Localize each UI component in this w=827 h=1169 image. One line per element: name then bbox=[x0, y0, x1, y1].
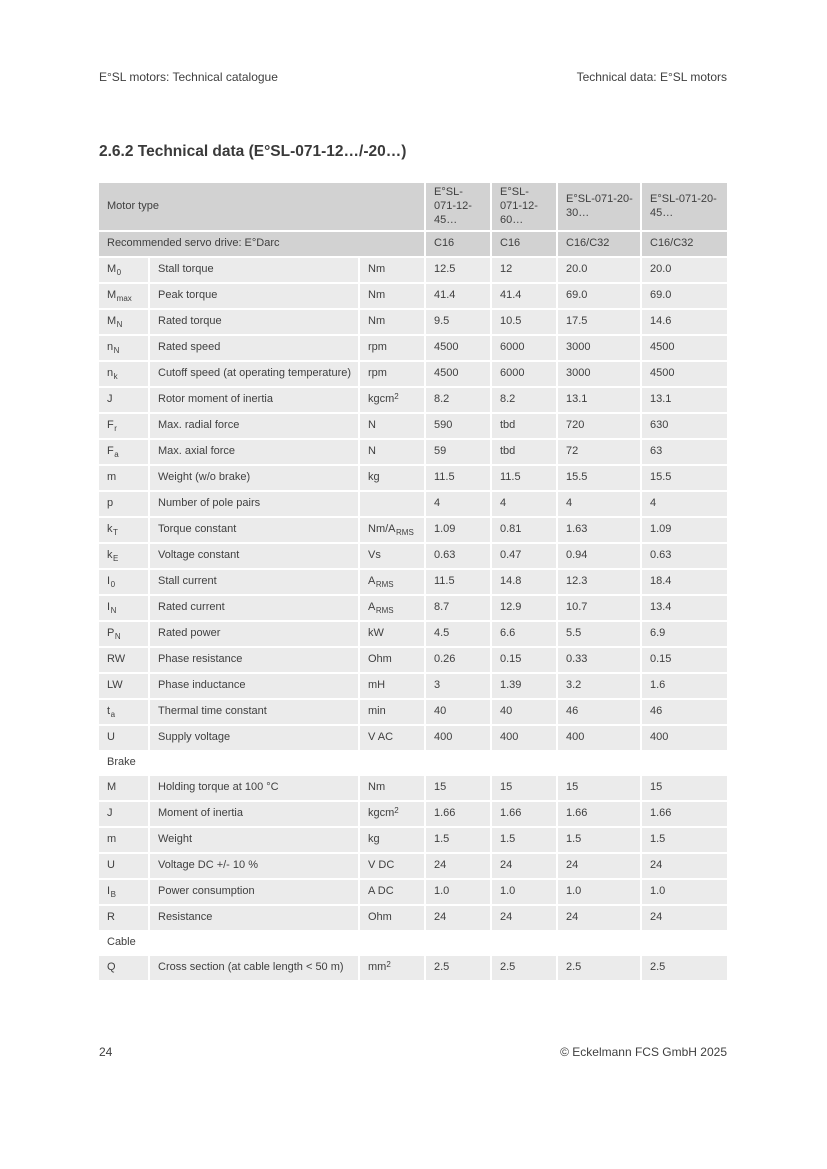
parameter-label-cell: Max. axial force bbox=[150, 440, 358, 464]
value-cell: 0.26 bbox=[426, 648, 490, 672]
copyright-notice: © Eckelmann FCS GmbH 2025 bbox=[560, 1045, 727, 1059]
value-cell: 630 bbox=[642, 414, 727, 438]
value-cell: 3000 bbox=[558, 362, 640, 386]
value-cell: 0.15 bbox=[642, 648, 727, 672]
value-cell: 2.5 bbox=[558, 956, 640, 980]
value-cell: 72 bbox=[558, 440, 640, 464]
spec-row bbox=[99, 310, 727, 334]
value-cell: 15 bbox=[642, 776, 727, 800]
symbol-cell: RW bbox=[99, 648, 148, 672]
value-cell: 6000 bbox=[492, 336, 556, 360]
symbol-cell: m bbox=[99, 828, 148, 852]
symbol-cell: t $_a$ bbox=[99, 700, 148, 724]
spec-row bbox=[99, 440, 727, 464]
unit-cell: Nm bbox=[360, 776, 424, 800]
value-cell: 1.09 bbox=[426, 518, 490, 542]
symbol-cell: Q bbox=[99, 956, 148, 980]
unit-cell: Vs bbox=[360, 544, 424, 568]
spec-row bbox=[99, 880, 727, 904]
value-cell: 2.5 bbox=[642, 956, 727, 980]
value-cell: 0.63 bbox=[642, 544, 727, 568]
parameter-label-cell: Torque constant bbox=[150, 518, 358, 542]
parameter-label-cell: Holding torque at 100 °C bbox=[150, 776, 358, 800]
parameter-label-cell: Resistance bbox=[150, 906, 358, 930]
parameter-label-cell: Rotor moment of inertia bbox=[150, 388, 358, 412]
section-name-cell: Cable bbox=[107, 936, 136, 949]
symbol-cell: k $_E$ bbox=[99, 544, 148, 568]
value-cell: 1.39 bbox=[492, 674, 556, 698]
unit-cell: rpm bbox=[360, 362, 424, 386]
value-cell: 1.5 bbox=[492, 828, 556, 852]
value-cell: 6.6 bbox=[492, 622, 556, 646]
servo-drive-row bbox=[99, 232, 727, 256]
servo-drive-value-cell: C16/C32 bbox=[642, 232, 727, 256]
spec-row bbox=[99, 726, 727, 750]
value-cell: 1.66 bbox=[492, 802, 556, 826]
value-cell: 1.0 bbox=[642, 880, 727, 904]
parameter-label-cell: Max. radial force bbox=[150, 414, 358, 438]
symbol-cell: M $_{max}$ bbox=[99, 284, 148, 308]
value-cell: 3.2 bbox=[558, 674, 640, 698]
unit-cell: rpm bbox=[360, 336, 424, 360]
servo-drive-value-cell: C16/C32 bbox=[558, 232, 640, 256]
symbol-cell: J bbox=[99, 388, 148, 412]
parameter-label-cell: Supply voltage bbox=[150, 726, 358, 750]
value-cell: 0.94 bbox=[558, 544, 640, 568]
value-cell: 3000 bbox=[558, 336, 640, 360]
value-cell: 11.5 bbox=[492, 466, 556, 490]
value-cell: 11.5 bbox=[426, 570, 490, 594]
motor-column-header-cell: E°SL-071-12-60… bbox=[492, 183, 556, 230]
parameter-label-cell: Weight bbox=[150, 828, 358, 852]
spec-row bbox=[99, 956, 727, 980]
value-cell: 0.15 bbox=[492, 648, 556, 672]
motor-column-header-cell: E°SL-071-20-45… bbox=[642, 183, 727, 230]
spec-row bbox=[99, 362, 727, 386]
spec-row bbox=[99, 544, 727, 568]
symbol-cell: R bbox=[99, 906, 148, 930]
value-cell: 400 bbox=[642, 726, 727, 750]
value-cell: 12.9 bbox=[492, 596, 556, 620]
parameter-label-cell: Cutoff speed (at operating temperature) bbox=[150, 362, 358, 386]
value-cell: 4 bbox=[558, 492, 640, 516]
symbol-cell: p bbox=[99, 492, 148, 516]
value-cell: 3 bbox=[426, 674, 490, 698]
value-cell: 46 bbox=[558, 700, 640, 724]
value-cell: 4 bbox=[426, 492, 490, 516]
running-header-right: Technical data: E°SL motors bbox=[576, 70, 727, 84]
value-cell: 0.47 bbox=[492, 544, 556, 568]
value-cell: 1.5 bbox=[642, 828, 727, 852]
parameter-label-cell: Weight (w/o brake) bbox=[150, 466, 358, 490]
value-cell: 1.0 bbox=[426, 880, 490, 904]
servo-drive-value-cell: C16 bbox=[426, 232, 490, 256]
parameter-label-cell: Phase inductance bbox=[150, 674, 358, 698]
technical-data-table bbox=[99, 183, 727, 982]
symbol-cell: M $_N$ bbox=[99, 310, 148, 334]
spec-row bbox=[99, 906, 727, 930]
unit-cell: Nm bbox=[360, 258, 424, 282]
value-cell: 0.33 bbox=[558, 648, 640, 672]
symbol-cell: U bbox=[99, 854, 148, 878]
value-cell: 24 bbox=[558, 906, 640, 930]
motor-column-header-cell: E°SL-071-20-30… bbox=[558, 183, 640, 230]
parameter-label-cell: Voltage constant bbox=[150, 544, 358, 568]
parameter-label-cell: Number of pole pairs bbox=[150, 492, 358, 516]
parameter-label-cell: Phase resistance bbox=[150, 648, 358, 672]
value-cell: 10.7 bbox=[558, 596, 640, 620]
value-cell: 24 bbox=[426, 906, 490, 930]
symbol-cell: I $_N$ bbox=[99, 596, 148, 620]
parameter-label-cell: Rated torque bbox=[150, 310, 358, 334]
unit-cell: Nm/A $_{RMS}$ bbox=[360, 518, 424, 542]
value-cell: 24 bbox=[642, 906, 727, 930]
value-cell: 5.5 bbox=[558, 622, 640, 646]
value-cell: 1.0 bbox=[558, 880, 640, 904]
value-cell: 8.7 bbox=[426, 596, 490, 620]
unit-cell: A DC bbox=[360, 880, 424, 904]
parameter-label-cell: Rated speed bbox=[150, 336, 358, 360]
value-cell: 24 bbox=[492, 906, 556, 930]
unit-cell: mm $^2$ bbox=[360, 956, 424, 980]
value-cell: 1.5 bbox=[558, 828, 640, 852]
symbol-cell: F $_a$ bbox=[99, 440, 148, 464]
parameter-label-cell: Rated current bbox=[150, 596, 358, 620]
value-cell: 400 bbox=[558, 726, 640, 750]
value-cell: 4 bbox=[492, 492, 556, 516]
value-cell: 1.09 bbox=[642, 518, 727, 542]
spec-row bbox=[99, 674, 727, 698]
value-cell: 12.5 bbox=[426, 258, 490, 282]
value-cell: 69.0 bbox=[558, 284, 640, 308]
spec-row bbox=[99, 622, 727, 646]
value-cell: 13.1 bbox=[642, 388, 727, 412]
unit-cell: min bbox=[360, 700, 424, 724]
unit-cell: Ohm bbox=[360, 648, 424, 672]
unit-cell: A $_{RMS}$ bbox=[360, 570, 424, 594]
value-cell: 41.4 bbox=[492, 284, 556, 308]
value-cell: 40 bbox=[492, 700, 556, 724]
motor-column-header-cell: E°SL-071-12-45… bbox=[426, 183, 490, 230]
parameter-label-cell: Cross section (at cable length < 50 m) bbox=[150, 956, 358, 980]
value-cell: 18.4 bbox=[642, 570, 727, 594]
value-cell: tbd bbox=[492, 414, 556, 438]
parameter-label-cell: Stall current bbox=[150, 570, 358, 594]
spec-row bbox=[99, 284, 727, 308]
value-cell: 59 bbox=[426, 440, 490, 464]
value-cell: 13.1 bbox=[558, 388, 640, 412]
value-cell: 10.5 bbox=[492, 310, 556, 334]
spec-row bbox=[99, 802, 727, 826]
spec-row bbox=[99, 518, 727, 542]
unit-cell: Nm bbox=[360, 310, 424, 334]
parameter-label-cell: Moment of inertia bbox=[150, 802, 358, 826]
value-cell: 15 bbox=[492, 776, 556, 800]
symbol-cell: k $_T$ bbox=[99, 518, 148, 542]
value-cell: 1.66 bbox=[642, 802, 727, 826]
value-cell: 4 bbox=[642, 492, 727, 516]
section-title: 2.6.2 Technical data (E°SL-071-12…/-20…) bbox=[99, 143, 407, 160]
parameter-label-cell: Voltage DC +/- 10 % bbox=[150, 854, 358, 878]
value-cell: 14.8 bbox=[492, 570, 556, 594]
value-cell: 40 bbox=[426, 700, 490, 724]
value-cell: 24 bbox=[426, 854, 490, 878]
spec-row bbox=[99, 776, 727, 800]
value-cell: 4.5 bbox=[426, 622, 490, 646]
spec-row bbox=[99, 492, 727, 516]
page-number: 24 bbox=[99, 1045, 113, 1059]
value-cell: 720 bbox=[558, 414, 640, 438]
value-cell: 400 bbox=[426, 726, 490, 750]
value-cell: 1.66 bbox=[558, 802, 640, 826]
spec-row bbox=[99, 336, 727, 360]
motor-type-label-cell: Motor type bbox=[99, 183, 424, 230]
value-cell: 0.63 bbox=[426, 544, 490, 568]
value-cell: 41.4 bbox=[426, 284, 490, 308]
symbol-cell: P $_N$ bbox=[99, 622, 148, 646]
value-cell: 24 bbox=[642, 854, 727, 878]
symbol-cell: M $_0$ bbox=[99, 258, 148, 282]
parameter-label-cell: Rated power bbox=[150, 622, 358, 646]
symbol-cell: J bbox=[99, 802, 148, 826]
value-cell: 46 bbox=[642, 700, 727, 724]
spec-row bbox=[99, 828, 727, 852]
spec-row bbox=[99, 854, 727, 878]
spec-row bbox=[99, 258, 727, 282]
unit-cell: mH bbox=[360, 674, 424, 698]
value-cell: 2.5 bbox=[426, 956, 490, 980]
page-footer bbox=[99, 1045, 727, 1059]
symbol-cell: F $_r$ bbox=[99, 414, 148, 438]
value-cell: 11.5 bbox=[426, 466, 490, 490]
value-cell: 8.2 bbox=[426, 388, 490, 412]
value-cell: 20.0 bbox=[558, 258, 640, 282]
value-cell: 4500 bbox=[426, 336, 490, 360]
unit-cell: kgcm $^2$ bbox=[360, 388, 424, 412]
spec-row bbox=[99, 700, 727, 724]
value-cell: 1.63 bbox=[558, 518, 640, 542]
unit-cell: kW bbox=[360, 622, 424, 646]
value-cell: 1.0 bbox=[492, 880, 556, 904]
parameter-label-cell: Thermal time constant bbox=[150, 700, 358, 724]
value-cell: 13.4 bbox=[642, 596, 727, 620]
value-cell: 69.0 bbox=[642, 284, 727, 308]
page-header bbox=[99, 70, 727, 84]
value-cell: 8.2 bbox=[492, 388, 556, 412]
unit-cell: V AC bbox=[360, 726, 424, 750]
value-cell: 400 bbox=[492, 726, 556, 750]
parameter-label-cell: Peak torque bbox=[150, 284, 358, 308]
unit-cell: A $_{RMS}$ bbox=[360, 596, 424, 620]
section-header-row bbox=[99, 752, 727, 774]
value-cell: 1.66 bbox=[426, 802, 490, 826]
spec-row bbox=[99, 648, 727, 672]
spec-row bbox=[99, 466, 727, 490]
value-cell: 2.5 bbox=[492, 956, 556, 980]
section-header-row bbox=[99, 932, 727, 954]
servo-drive-label-cell: Recommended servo drive: E°Darc bbox=[99, 232, 424, 256]
motor-type-header-row bbox=[99, 183, 727, 230]
value-cell: 15.5 bbox=[642, 466, 727, 490]
value-cell: 17.5 bbox=[558, 310, 640, 334]
unit-cell: kg bbox=[360, 466, 424, 490]
symbol-cell: M bbox=[99, 776, 148, 800]
unit-cell: Ohm bbox=[360, 906, 424, 930]
symbol-cell: U bbox=[99, 726, 148, 750]
value-cell: 1.6 bbox=[642, 674, 727, 698]
running-header-left: E°SL motors: Technical catalogue bbox=[99, 70, 278, 84]
spec-row bbox=[99, 388, 727, 412]
value-cell: 4500 bbox=[642, 362, 727, 386]
unit-cell bbox=[360, 492, 424, 516]
value-cell: 15 bbox=[426, 776, 490, 800]
unit-cell: kgcm $^2$ bbox=[360, 802, 424, 826]
value-cell: 1.5 bbox=[426, 828, 490, 852]
spec-row bbox=[99, 570, 727, 594]
unit-cell: N bbox=[360, 440, 424, 464]
value-cell: 24 bbox=[558, 854, 640, 878]
value-cell: 0.81 bbox=[492, 518, 556, 542]
unit-cell: Nm bbox=[360, 284, 424, 308]
symbol-cell: m bbox=[99, 466, 148, 490]
value-cell: tbd bbox=[492, 440, 556, 464]
symbol-cell: n $_k$ bbox=[99, 362, 148, 386]
parameter-label-cell: Stall torque bbox=[150, 258, 358, 282]
symbol-cell: I $_0$ bbox=[99, 570, 148, 594]
value-cell: 24 bbox=[492, 854, 556, 878]
parameter-label-cell: Power consumption bbox=[150, 880, 358, 904]
value-cell: 63 bbox=[642, 440, 727, 464]
value-cell: 4500 bbox=[642, 336, 727, 360]
value-cell: 20.0 bbox=[642, 258, 727, 282]
value-cell: 12 bbox=[492, 258, 556, 282]
servo-drive-value-cell: C16 bbox=[492, 232, 556, 256]
value-cell: 590 bbox=[426, 414, 490, 438]
value-cell: 4500 bbox=[426, 362, 490, 386]
symbol-cell: I $_B$ bbox=[99, 880, 148, 904]
value-cell: 15.5 bbox=[558, 466, 640, 490]
value-cell: 12.3 bbox=[558, 570, 640, 594]
value-cell: 14.6 bbox=[642, 310, 727, 334]
symbol-cell: n $_N$ bbox=[99, 336, 148, 360]
unit-cell: V DC bbox=[360, 854, 424, 878]
value-cell: 6000 bbox=[492, 362, 556, 386]
symbol-cell: LW bbox=[99, 674, 148, 698]
value-cell: 9.5 bbox=[426, 310, 490, 334]
unit-cell: kg bbox=[360, 828, 424, 852]
value-cell: 15 bbox=[558, 776, 640, 800]
spec-row bbox=[99, 414, 727, 438]
value-cell: 6.9 bbox=[642, 622, 727, 646]
unit-cell: N bbox=[360, 414, 424, 438]
section-name-cell: Brake bbox=[107, 756, 136, 769]
spec-row bbox=[99, 596, 727, 620]
